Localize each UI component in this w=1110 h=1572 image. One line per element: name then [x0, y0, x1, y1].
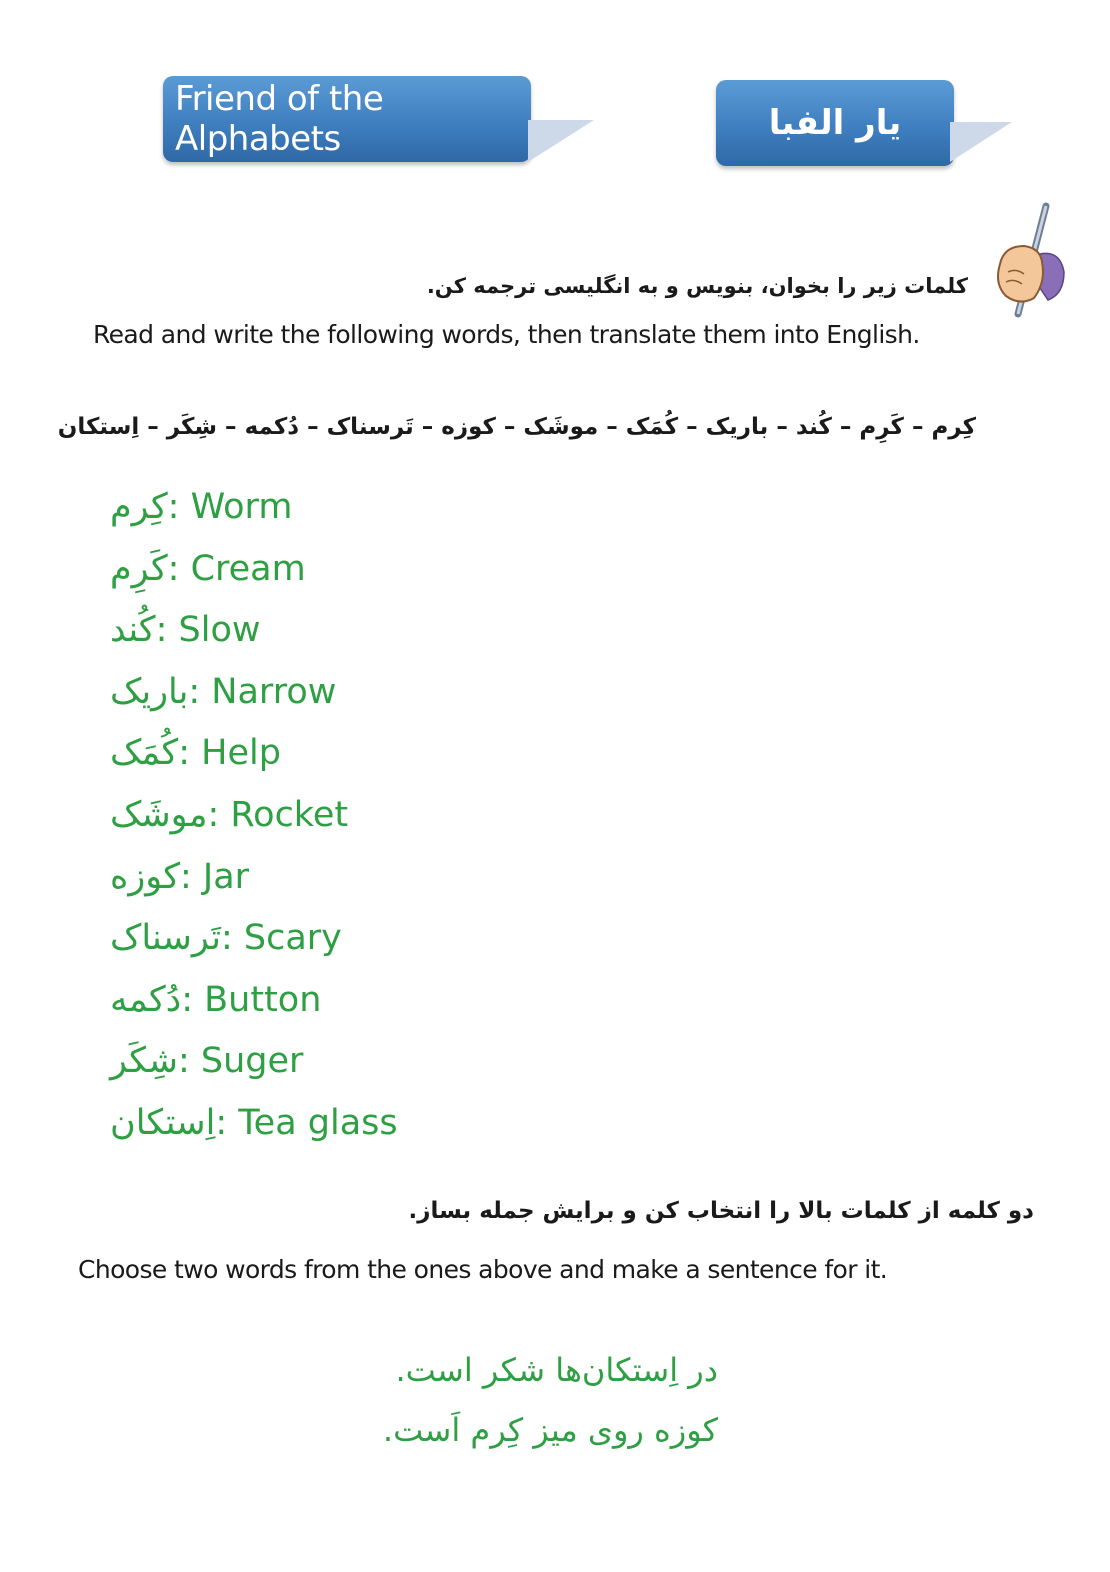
persian-title-banner [716, 80, 954, 166]
answer-persian: اِستکان [110, 1102, 216, 1143]
answer-english: Jar [202, 856, 250, 897]
english-title-banner [163, 76, 531, 162]
answer-english: Help [201, 733, 281, 774]
answer-item: تَرسناک: Scary [110, 918, 342, 959]
answer-item: کوزه: Jar [110, 856, 250, 897]
banner-ribbon-tail [950, 122, 1012, 162]
answer-item: کَرِم: Cream [110, 548, 306, 589]
answer-persian: باریک [110, 671, 189, 712]
answer-persian: کِرم [110, 487, 168, 527]
instruction2-persian: دو کلمه از کلمات بالا را انتخاب کن و برایش جمله بساز. [408, 1198, 1034, 1224]
answer-english: Slow [178, 610, 261, 651]
answer-persian: کُند [110, 610, 156, 651]
answer-english: Suger [200, 1041, 304, 1082]
answer-persian: دُکمه [110, 979, 182, 1020]
answer-persian: کوزه [110, 856, 180, 897]
answer-persian: موشَک [110, 794, 208, 835]
instruction-english: Read and write the following words, then translate them into English. [93, 320, 920, 349]
banner-ribbon-tail [528, 120, 594, 162]
instruction2-english: Choose two words from the ones above and make a sentence for it. [78, 1255, 888, 1284]
answer-item: کُند: Slow [110, 610, 261, 651]
answer-english: Rocket [230, 794, 349, 835]
answer-item: کُمَک: Help [110, 733, 281, 774]
answer-item: دُکمه: Button [110, 979, 322, 1020]
word-list: کِرم – کَرِم – کُند – باریک – کُمَک – موشَک – کوزه – تَرسناک – دُکمه – شِکَر – اِستکان [57, 414, 976, 440]
hand-writing-pencil-icon [990, 202, 1068, 322]
answer-list [110, 480, 398, 1158]
persian-title: یار الفبا [768, 103, 902, 143]
answer-item: اِستکان: Tea glass [110, 1102, 398, 1143]
answer-english: Narrow [211, 671, 337, 712]
answer-sentences [383, 1340, 718, 1460]
sentence-line: کوزه روی میز کِرم اَست. [382, 1411, 718, 1449]
answer-persian: کَرِم [110, 548, 168, 589]
answer-english: Tea glass [238, 1102, 398, 1143]
answer-item: شِکَر: Suger [110, 1041, 304, 1082]
answer-item: باریک: Narrow [110, 671, 337, 712]
english-title: Friend of the Alphabets [175, 79, 384, 159]
answer-persian: تَرسناک [110, 918, 221, 959]
answer-item: کِرم: Worm [110, 487, 293, 527]
answer-english: Button [204, 979, 322, 1020]
answer-persian: کُمَک [110, 733, 179, 774]
answer-item: موشَک: Rocket [110, 794, 349, 835]
answer-persian: شِکَر [110, 1041, 178, 1082]
answer-english: Worm [190, 487, 293, 527]
answer-english: Cream [190, 548, 306, 589]
answer-english: Scary [243, 918, 342, 959]
sentence-line: در اِستکان‌ها شکر است. [395, 1351, 718, 1389]
instruction-persian: کلمات زیر را بخوان، بنویس و به انگلیسی ترجمه کن. [426, 274, 968, 298]
